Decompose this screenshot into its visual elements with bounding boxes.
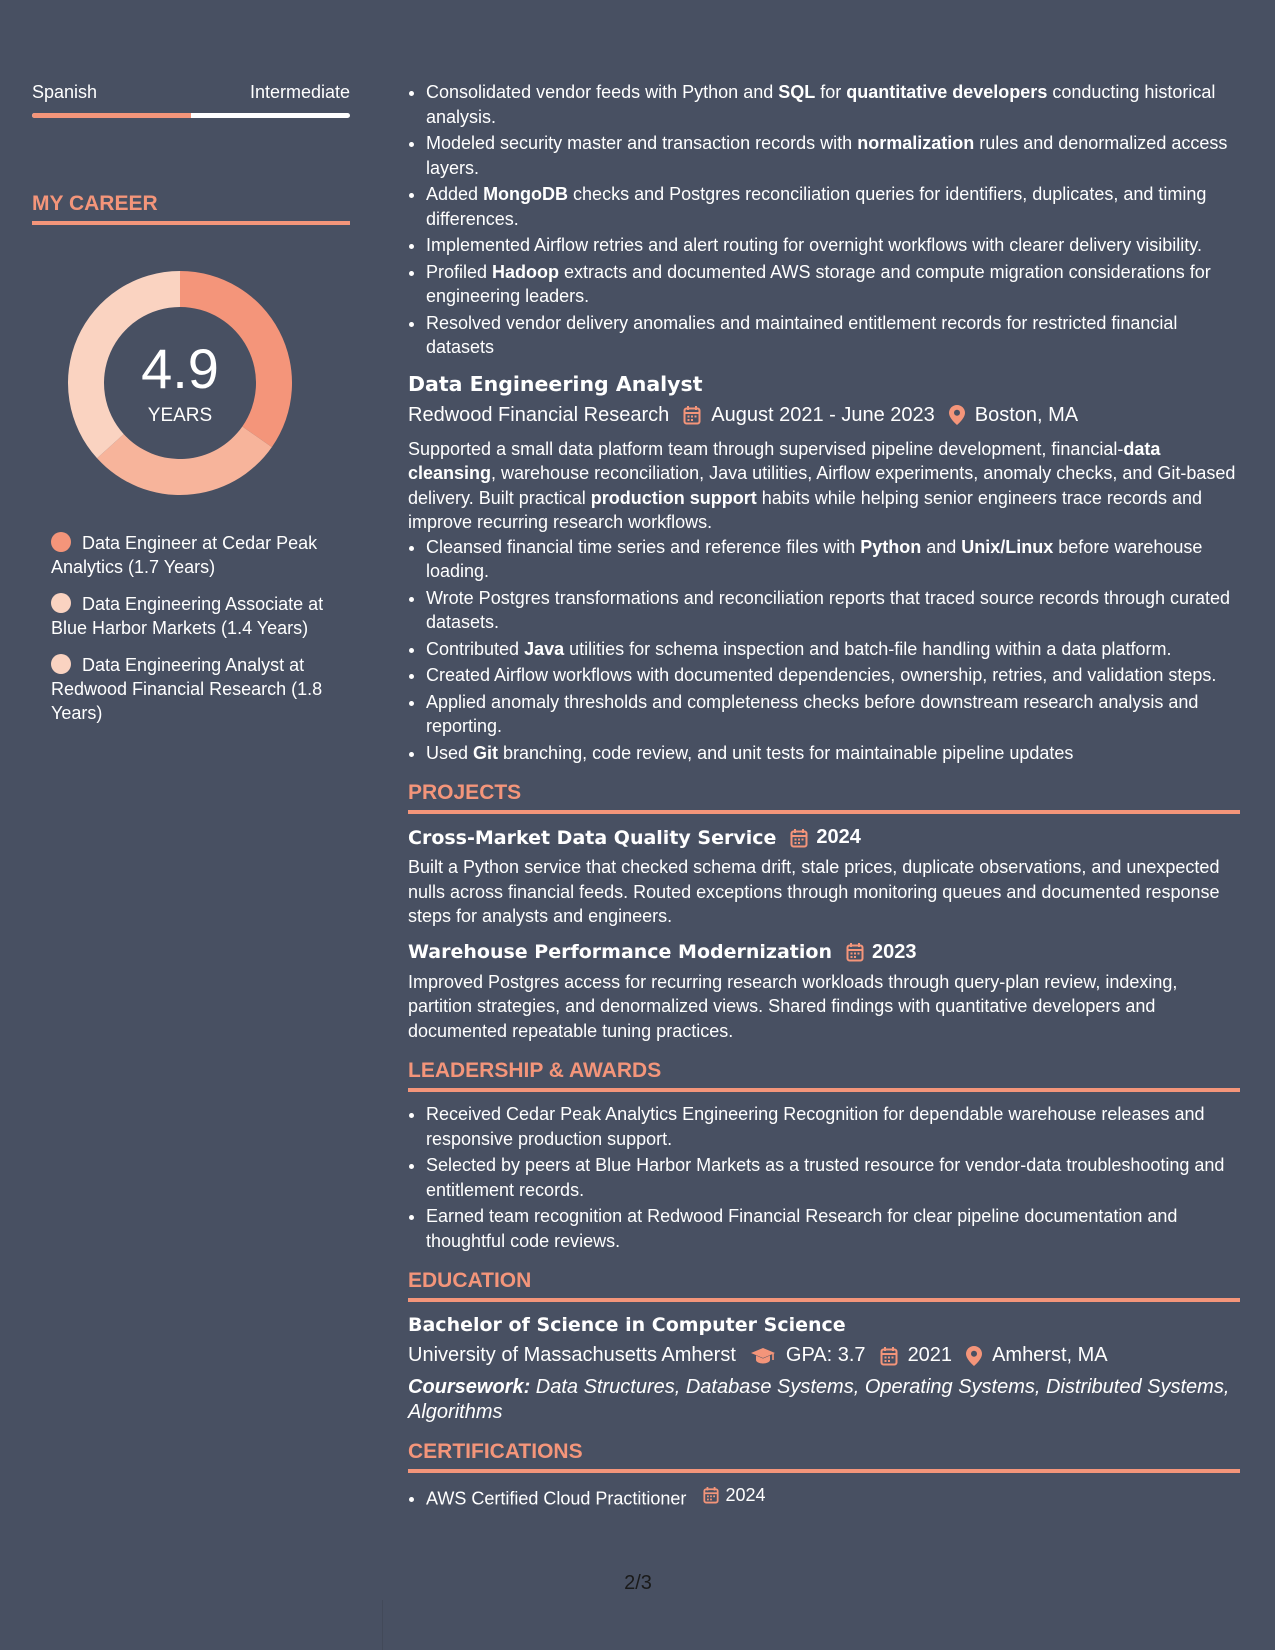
text-segment: Used	[426, 742, 474, 763]
education-coursework	[408, 1375, 1240, 1424]
location-pin-icon	[966, 1346, 982, 1366]
bold-keyword: normalization	[857, 133, 975, 153]
page-number: 2/3	[624, 1572, 652, 1594]
leadership-item: • Received Cedar Peak Analytics Engineering Recognition for dependable warehouse releases and responsive production support.	[426, 1102, 1240, 1151]
text-segment: branching, code review, and unit tests for maintainable pipeline updates	[498, 742, 1074, 763]
language-level: Intermediate	[249, 82, 350, 102]
job-dates: August 2021 - June 2023	[711, 403, 935, 426]
graduation-cap-icon	[750, 1347, 776, 1365]
text-segment: Consolidated vendor feeds with Python and	[426, 82, 779, 102]
previous-job-bullets	[408, 80, 1240, 360]
education-school: University of Massachusetts Amherst	[408, 1344, 736, 1366]
calendar-icon	[790, 828, 808, 848]
language-row	[32, 82, 350, 103]
main-content	[408, 80, 1240, 1513]
text-segment: extracts and documented AWS storage and compute migration considerations for engineering leaders.	[426, 261, 1211, 306]
education-year: 2021	[907, 1344, 953, 1366]
text-segment: Contributed	[426, 638, 525, 659]
bold-keyword: Java	[524, 638, 565, 659]
bold-keyword: SQL	[778, 82, 816, 102]
bold-keyword: Git	[473, 742, 499, 763]
legend-dot	[51, 593, 71, 613]
text-segment: Profiled	[426, 261, 493, 282]
calendar-icon	[683, 405, 701, 425]
bold-keyword: data cleansing	[408, 438, 1161, 483]
legend-label: Data Engineering Associate at Blue Harbor Markets (1.4 Years)	[51, 594, 324, 638]
bullet-item	[426, 586, 1240, 635]
career-total-years: 4.9	[141, 337, 219, 400]
project-description: Built a Python service that checked schema drift, stale prices, duplicate observations, and unexpected nulls across financial feeds. Routed exceptions through monitoring queues and documented response steps for analysts and engineers.	[408, 857, 1220, 926]
job-location: Boston, MA	[974, 403, 1079, 426]
leadership-list	[408, 1102, 1240, 1253]
education-gpa: GPA: 3.7	[785, 1344, 866, 1366]
bullet-item	[426, 690, 1240, 739]
bullet-item	[426, 637, 1240, 662]
bullet-item	[426, 663, 1240, 688]
language-name: Spanish	[32, 82, 98, 102]
legend-label: Data Engineering Analyst at Redwood Financial Research (1.8 Years)	[51, 655, 323, 723]
leadership-item: • Earned team recognition at Redwood Financial Research for clear pipeline documentation and thoughtful code reviews.	[426, 1204, 1240, 1253]
leadership-item: • Selected by peers at Blue Harbor Markets as a trusted resource for vendor-data troubleshooting and entitlement records.	[426, 1153, 1240, 1202]
job-title: Data Engineering Analyst	[408, 371, 703, 396]
bold-keyword: production support	[590, 487, 757, 508]
career-total-unit: YEARS	[147, 405, 213, 426]
bold-keyword: Unix/Linux	[961, 536, 1054, 557]
bullet-item	[426, 535, 1240, 584]
text-segment: Implemented Airflow retries and alert routing for overnight workflows with clearer delivery visibility.	[426, 235, 1202, 255]
project-year: 2023	[871, 940, 917, 963]
column-divider	[382, 1600, 383, 1650]
bullet-item	[426, 260, 1240, 309]
coursework-list: Data Structures, Database Systems, Operating Systems, Distributed Systems, Algorithms	[408, 1376, 1230, 1423]
text-segment: Wrote Postgres transformations and reconciliation reports that traced source records through curated datasets.	[426, 587, 1231, 632]
projects-section-title: PROJECTS	[408, 781, 1240, 814]
certifications-section-title: CERTIFICATIONS	[408, 1440, 1240, 1473]
job-company: Redwood Financial Research	[408, 403, 670, 426]
project-description: Improved Postgres access for recurring research workloads through query-plan review, indexing, partition strategies, and denormalized views. Shared findings with quantitative developers and documented repeatable tuning practices.	[408, 971, 1178, 1041]
bold-keyword: Hadoop	[492, 261, 560, 282]
bullet-item	[426, 233, 1240, 258]
legend-label: Data Engineer at Cedar Peak Analytics (1.7 Years)	[51, 533, 318, 577]
career-legend-item	[51, 531, 331, 579]
text-segment: utilities for schema inspection and batch-file handling within a data platform.	[564, 638, 1172, 659]
calendar-icon	[703, 1486, 725, 1504]
text-segment: Modeled security master and transaction records with	[426, 133, 858, 153]
text-segment: for	[815, 82, 847, 102]
career-legend-item	[51, 592, 331, 640]
bullet-item	[426, 311, 1240, 360]
bullet-item	[426, 80, 1240, 129]
career-legend-item	[51, 653, 331, 725]
project-item	[408, 826, 1240, 929]
education-location: Amherst, MA	[992, 1344, 1108, 1366]
language-proficiency-bar	[32, 113, 350, 118]
bullet-item	[426, 182, 1240, 231]
text-segment: checks and Postgres reconciliation queries for identifiers, duplicates, and timing differences.	[426, 184, 1207, 229]
project-item	[408, 941, 1240, 1044]
job-summary	[408, 437, 1240, 535]
bullet-item	[426, 131, 1240, 180]
education-section-title: EDUCATION	[408, 1269, 1240, 1302]
text-segment: and	[921, 536, 962, 557]
coursework-label: Coursework:	[408, 1376, 531, 1398]
job-bullets	[408, 535, 1240, 766]
bullet-item	[426, 741, 1240, 766]
bold-keyword: quantitative developers	[846, 82, 1048, 102]
project-year: 2024	[816, 826, 861, 848]
bold-keyword: MongoDB	[483, 184, 569, 204]
bold-keyword: Python	[860, 536, 922, 557]
legend-dot	[51, 532, 71, 552]
certification-item	[426, 1483, 1240, 1511]
calendar-icon	[846, 942, 864, 962]
text-segment: rules and denormalized access layers.	[426, 133, 1228, 178]
sidebar	[32, 82, 350, 738]
text-segment: habits while helping senior engineers trace records and improve recurring research workflows.	[408, 487, 1202, 532]
language-proficiency-fill	[32, 113, 191, 118]
leadership-section-title: LEADERSHIP & AWARDS	[408, 1059, 1240, 1092]
text-segment: Applied anomaly thresholds and completeness checks before downstream research analysis and reporting.	[426, 691, 1199, 736]
certification-year: 2024	[725, 1485, 766, 1505]
text-segment: Added	[426, 184, 484, 204]
text-segment: , warehouse reconciliation, Java utilities, Airflow experiments, anomaly checks, and Git-based delivery. Built practical	[408, 463, 1236, 508]
job-meta	[408, 404, 1240, 427]
calendar-icon	[880, 1346, 898, 1366]
project-name: Cross-Market Data Quality Service	[408, 826, 777, 849]
text-segment: conducting historical analysis.	[426, 82, 1216, 127]
text-segment: Cleansed financial time series and reference files with	[426, 536, 861, 557]
career-legend	[51, 531, 331, 725]
text-segment: Resolved vendor delivery anomalies and maintained entitlement records for restricted financial datasets	[426, 312, 1178, 357]
text-segment: Supported a small data platform team through supervised pipeline development, financial-	[408, 438, 1124, 459]
text-segment: before warehouse loading.	[426, 536, 1203, 581]
legend-dot	[51, 654, 71, 674]
career-section-title: MY CAREER	[32, 192, 350, 225]
project-name: Warehouse Performance Modernization	[408, 941, 832, 963]
text-segment: Created Airflow workflows with documented dependencies, ownership, retries, and validation steps.	[426, 665, 1217, 685]
certifications-list	[408, 1483, 1240, 1511]
certification-name: AWS Certified Cloud Practitioner	[426, 1488, 687, 1509]
career-donut-chart	[66, 269, 294, 497]
education-meta	[408, 1344, 1240, 1367]
education-degree: Bachelor of Science in Computer Science	[408, 1314, 846, 1336]
location-pin-icon	[949, 405, 965, 425]
